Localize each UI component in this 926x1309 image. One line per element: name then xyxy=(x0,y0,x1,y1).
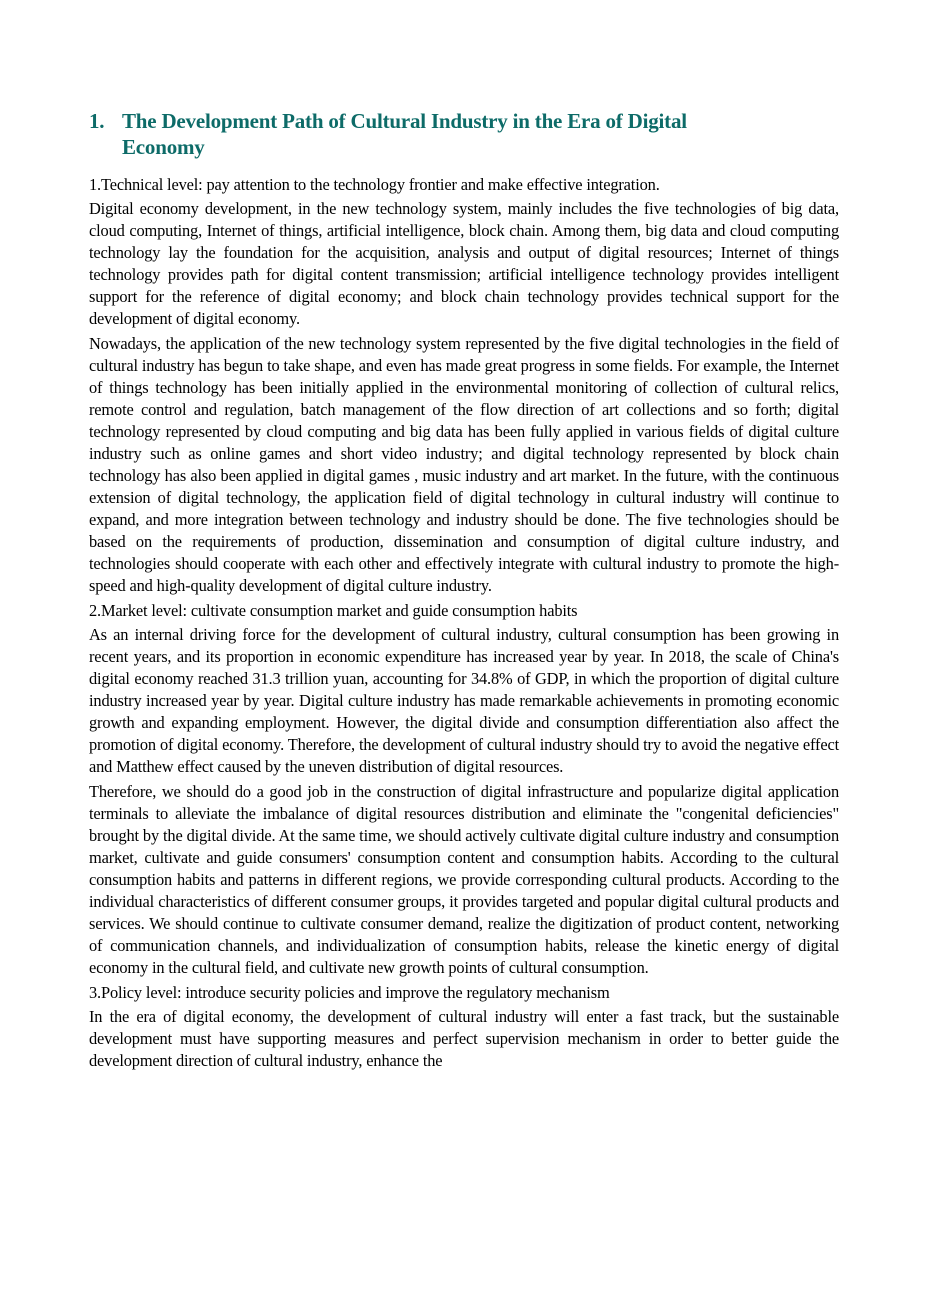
paragraph-cultural-consumption: As an internal driving force for the development of cultural industry, cultural consumption has been growing in recent years, and its proportion in economic expenditure has increased year by year. In 2018, the scale of China's digital economy reached 31.3 trillion yuan, accounting for 34.8% of GDP, in which the proportion of digital culture industry increased year by year. Digital culture industry has made remarkable achievements in promoting economic growth and expanding employment. However, the digital divide and consumption differentiation also affect the promotion of digital economy. Therefore, the development of cultural industry should try to avoid the negative effect and Matthew effect caused by the uneven distribution of digital resources. xyxy=(89,625,839,776)
paragraph-technology-application: Nowadays, the application of the new technology system represented by the five digital technologies in the field of cultural industry has begun to take shape, and even has made great progress in some fields. For example, the Internet of things technology has been initially applied in the environmental monitoring of collection of cultural relics, remote control and regulation, batch management of the flow direction of art collections and so forth; digital technology represented by cloud computing and big data has been fully applied in various fields of digital culture industry such as online games and short video industry; and digital technology represented by block chain technology has also been applied in digital games , music industry and art market. In the future, with the continuous extension of digital technology, the application field of digital technology in cultural industry will continue to expand, and more integration between technology and industry should be done. The five technologies should be based on the requirements of production, dissemination and consumption of digital culture industry, and technologies should cooperate with each other and effectively integrate with cultural industry to promote the high-speed and high-quality development of digital culture industry. xyxy=(89,334,839,595)
section-number: 1. xyxy=(89,109,105,133)
paragraph-technology-system: Digital economy development, in the new technology system, mainly includes the five technologies of big data, cloud computing, Internet of things, artificial intelligence, block chain. Among them, big data and cloud computing technology lay the foundation for the acquisition, analysis and output of digital resources; Internet of things technology provides path for digital content transmission; artificial intelligence technology provides intelligent support for the reference of digital economy; and block chain technology provides technical support for the development of digital economy. xyxy=(89,199,839,328)
paragraph-policy-supervision: In the era of digital economy, the development of cultural industry will enter a fast track, but the sustainable development must have supporting measures and perfect supervision mechanism in order to better guide the development direction of cultural industry, enhance the xyxy=(89,1007,839,1070)
subheading-policy-level: 3.Policy level: introduce security policies and improve the regulatory mechanism xyxy=(89,983,610,1002)
paragraph-digital-infrastructure: Therefore, we should do a good job in the construction of digital infrastructure and popularize digital application terminals to alleviate the imbalance of digital resources distribution and eliminate the "congenital deficiencies" brought by the digital divide. At the same time, we should actively cultivate digital culture industry and consumption market, cultivate and guide consumers' consumption content and consumption habits. According to the cultural consumption habits and patterns in different regions, we provide corresponding cultural products. According to the individual characteristics of different consumer groups, it provides targeted and popular digital cultural products and services. We should continue to cultivate consumer demand, realize the digitization of product content, networking of communication channels, and individualization of consumption habits, release the kinetic energy of digital economy in the cultural field, and cultivate new growth points of cultural consumption. xyxy=(89,782,839,977)
document-page xyxy=(89,108,839,1075)
subheading-technical-level: 1.Technical level: pay attention to the technology frontier and make effective integration. xyxy=(89,175,660,194)
subheading-market-level: 2.Market level: cultivate consumption market and guide consumption habits xyxy=(89,601,578,620)
section-heading xyxy=(89,108,839,160)
section-title: The Development Path of Cultural Industry in the Era of Digital Economy xyxy=(122,109,687,159)
